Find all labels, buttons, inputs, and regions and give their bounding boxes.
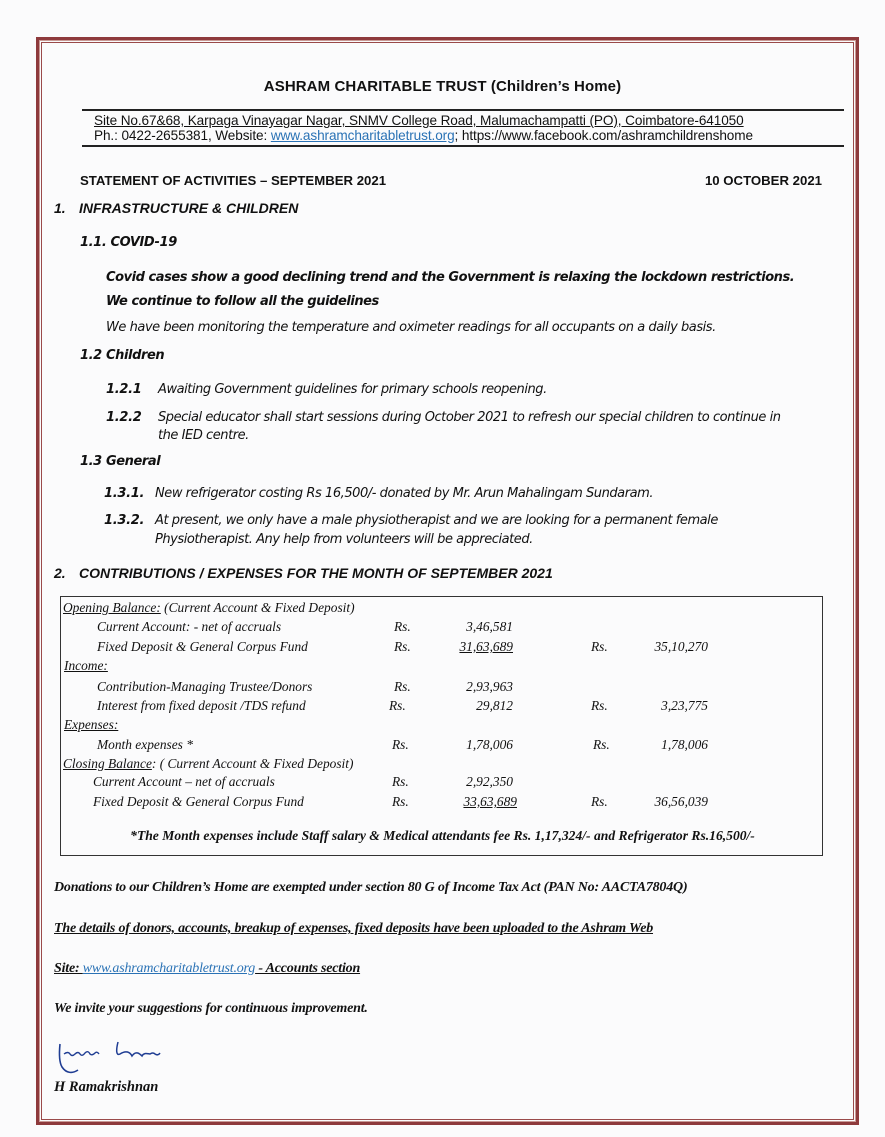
details-note: The details of donors, accounts, breakup of expenses, fixed deposits have been uploaded to the Ashram Web	[54, 921, 654, 936]
row-label: Fixed Deposit & General Corpus Fund	[97, 639, 308, 654]
covid-heading: 1.1. COVID-19	[80, 235, 177, 250]
row-amount: 1,78,006	[466, 737, 513, 752]
signature-image	[56, 1040, 196, 1080]
statement-title: STATEMENT OF ACTIVITIES – SEPTEMBER 2021	[80, 173, 387, 188]
row-currency: Rs.	[392, 794, 409, 809]
org-title: ASHRAM CHARITABLE TRUST (Children’s Home)	[263, 78, 622, 95]
row-amount: 2,93,963	[466, 679, 513, 694]
section-2-heading	[54, 565, 553, 581]
covid-line-3: We have been monitoring the temperature and oximeter readings for all occupants on a daily basis.	[106, 320, 716, 335]
item-text: New refrigerator costing Rs 16,500/- donated by Mr. Arun Mahalingam Sundaram.	[155, 486, 654, 501]
row-total-currency: Rs.	[591, 794, 608, 809]
row-label: Current Account: - net of accruals	[97, 619, 282, 634]
row-amount: 33,63,689	[463, 794, 517, 809]
header-rule-bottom	[82, 145, 844, 147]
row-total: 1,78,006	[661, 737, 708, 752]
row-total-currency: Rs.	[593, 737, 610, 752]
row-label: Fixed Deposit & General Corpus Fund	[93, 794, 304, 809]
row-total: 36,56,039	[654, 794, 708, 809]
header-rule-top	[82, 109, 844, 111]
row-amount: 29,812	[476, 698, 513, 713]
row-total-currency: Rs.	[591, 639, 608, 654]
children-heading: 1.2 Children	[80, 348, 165, 363]
website-link[interactable]: www.ashramcharitabletrust.org	[270, 128, 455, 143]
item-number: 1.2.1	[106, 382, 142, 397]
expenses-heading: Expenses:	[64, 717, 119, 732]
address-line: Site No.67&68, Karpaga Vinayagar Nagar, SNMV College Road, Malumachampatti (PO), Coimbatore-641050	[94, 113, 744, 128]
general-heading: 1.3 General	[80, 454, 161, 469]
item-text: Awaiting Government guidelines for primary schools reopening.	[158, 382, 547, 397]
row-total-currency: Rs.	[591, 698, 608, 713]
opening-balance-heading: Opening Balance: (Current Account & Fixed Deposit)	[63, 600, 355, 615]
signatory-name: H Ramakrishnan	[54, 1079, 159, 1095]
row-currency: Rs.	[394, 679, 411, 694]
phone-label: Ph.: 0422-2655381, Website:	[94, 128, 271, 143]
row-amount: 2,92,350	[466, 774, 513, 789]
item-number: 1.2.2	[106, 410, 142, 425]
row-currency: Rs.	[392, 737, 409, 752]
item-text: At present, we only have a male physiotherapist and we are looking for a permanent female	[155, 513, 718, 528]
section-number: 1.	[54, 200, 66, 216]
invite-note: We invite your suggestions for continuous improvement.	[54, 1001, 368, 1016]
row-currency: Rs.	[389, 698, 406, 713]
row-currency: Rs.	[394, 619, 411, 634]
row-label: Contribution-Managing Trustee/Donors	[97, 679, 313, 694]
row-currency: Rs.	[394, 639, 411, 654]
row-amount: 3,46,581	[466, 619, 513, 634]
closing-balance-heading: Closing Balance: ( Current Account & Fixed Deposit)	[63, 756, 354, 771]
item-text: Special educator shall start sessions during October 2021 to refresh our special children to continue in	[158, 410, 781, 425]
section-title: CONTRIBUTIONS / EXPENSES FOR THE MONTH OF SEPTEMBER 2021	[79, 565, 553, 581]
section-number: 2.	[54, 565, 66, 581]
row-total: 3,23,775	[661, 698, 708, 713]
section-1-heading	[54, 200, 298, 216]
contact-line	[94, 128, 753, 143]
site-link[interactable]: www.ashramcharitabletrust.org	[82, 961, 256, 976]
covid-line-1: Covid cases show a good declining trend and the Government is relaxing the lockdown restrictions.	[106, 270, 795, 285]
site-line: Site: www.ashramcharitabletrust.org - Accounts section	[54, 961, 361, 976]
row-total: 35,10,270	[654, 639, 708, 654]
covid-line-2: We continue to follow all the guidelines	[106, 294, 379, 309]
item-number: 1.3.2.	[104, 513, 145, 528]
item-text-continued: the IED centre.	[158, 428, 249, 443]
section-title: INFRASTRUCTURE & CHILDREN	[79, 200, 299, 216]
row-label: Month expenses *	[97, 737, 193, 752]
item-number: 1.3.1.	[104, 486, 145, 501]
accounts-table	[60, 596, 823, 856]
row-label: Interest from fixed deposit /TDS refund	[97, 698, 306, 713]
income-heading: Income:	[64, 658, 108, 673]
tax-exemption-note: Donations to our Children’s Home are exempted under section 80 G of Income Tax Act (PAN No: AACTA7804Q)	[54, 880, 688, 895]
row-currency: Rs.	[392, 774, 409, 789]
expenses-footnote: *The Month expenses include Staff salary & Medical attendants fee Rs. 1,17,324/- and Refrigerator Rs.16,500/-	[130, 828, 755, 843]
facebook-text[interactable]: ; https://www.facebook.com/ashramchildrenshome	[454, 128, 753, 143]
statement-date: 10 OCTOBER 2021	[704, 173, 822, 188]
row-label: Current Account – net of accruals	[93, 774, 275, 789]
row-amount: 31,63,689	[459, 639, 513, 654]
item-text-continued: Physiotherapist. Any help from volunteers will be appreciated.	[155, 532, 533, 547]
